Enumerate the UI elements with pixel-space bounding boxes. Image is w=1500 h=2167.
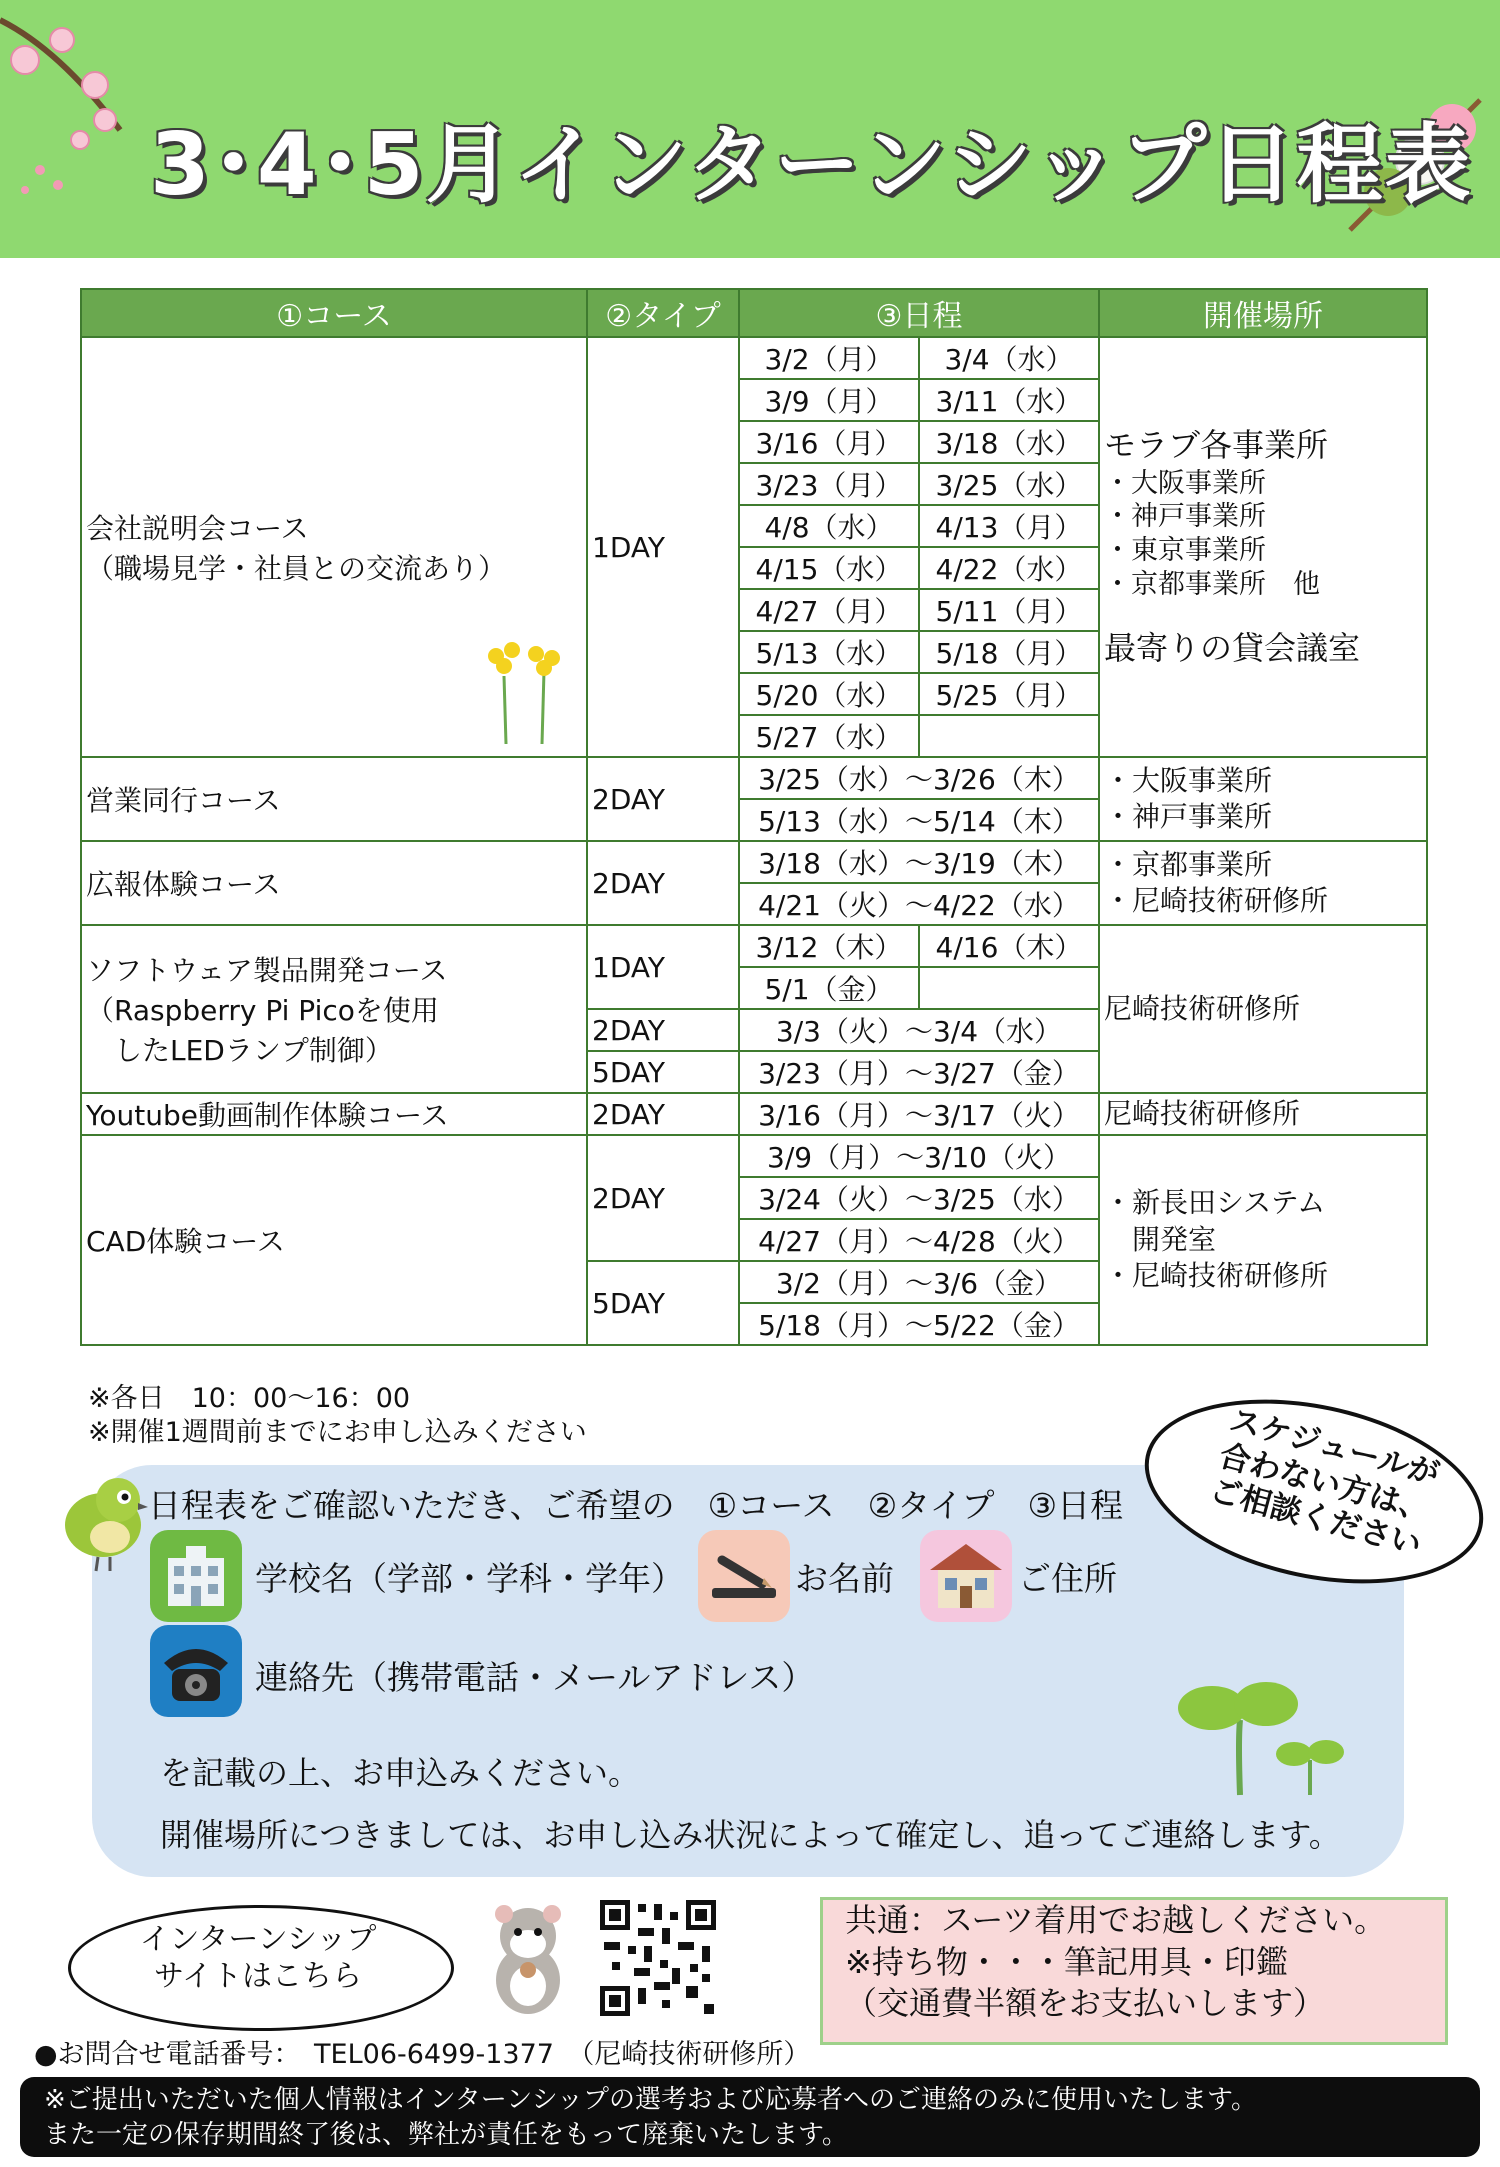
date-cell: 3/12（木） bbox=[739, 925, 919, 967]
site-link-line: インターンシップ bbox=[139, 1922, 377, 1957]
header-venue: 開催場所 bbox=[1099, 289, 1427, 337]
date-cell: 5/13（水）～5/14（木） bbox=[739, 799, 1099, 841]
course-subtitle: （職場見学・社員との交流あり） bbox=[86, 552, 507, 585]
date-cell: 5/13（水） bbox=[739, 631, 919, 673]
course-cell: Youtube動画制作体験コース bbox=[81, 1093, 587, 1135]
type-cell: 2DAY bbox=[587, 1093, 739, 1135]
field-name: お名前 bbox=[795, 1559, 894, 1598]
notes bbox=[88, 1382, 587, 1450]
header-date: ③日程 bbox=[739, 289, 1099, 337]
header-type: ②タイプ bbox=[587, 289, 739, 337]
note-hours: ※各日 10：00～16：00 bbox=[88, 1383, 411, 1414]
table-row bbox=[81, 757, 1427, 799]
date-cell: 3/25（水） bbox=[919, 463, 1099, 505]
date-cell: 3/2（月） bbox=[739, 337, 919, 379]
type-cell: 5DAY bbox=[587, 1051, 739, 1093]
course-cell: 広報体験コース bbox=[81, 841, 587, 925]
date-cell: 4/27（月）～4/28（火） bbox=[739, 1219, 1099, 1261]
bird-icon bbox=[48, 1465, 148, 1575]
type-cell: 2DAY bbox=[587, 757, 739, 841]
field-contact: 連絡先（携帯電話・メールアドレス） bbox=[255, 1658, 815, 1697]
venue-item: ・神戸事業所 bbox=[1104, 800, 1273, 833]
type-cell: 1DAY bbox=[587, 925, 739, 1009]
type-cell: 2DAY bbox=[587, 1135, 739, 1261]
venue-main: モラブ各事業所 bbox=[1104, 425, 1329, 464]
venue-item: ・尼崎技術研修所 bbox=[1104, 884, 1329, 917]
date-cell: 3/11（水） bbox=[919, 379, 1099, 421]
date-cell: 3/3（火）～3/4（水） bbox=[739, 1009, 1099, 1051]
site-link-text[interactable] bbox=[68, 1922, 448, 1995]
contact-phone: ●お問合せ電話番号： TEL06-6499-1377 （尼崎技術研修所） bbox=[34, 2039, 811, 2070]
course-cell: 営業同行コース bbox=[81, 757, 587, 841]
date-cell: 4/22（水） bbox=[919, 547, 1099, 589]
table-row bbox=[81, 841, 1427, 883]
type-cell: 2DAY bbox=[587, 1009, 739, 1051]
footer-line: ※ご提出いただいた個人情報はインターンシップの選考および応募者へのご連絡のみに使用いたします。 bbox=[44, 2085, 1257, 2115]
date-cell: 4/15（水） bbox=[739, 547, 919, 589]
date-cell: 5/27（水） bbox=[739, 715, 919, 757]
type-cell: 1DAY bbox=[587, 337, 739, 757]
date-cell: 5/18（月）～5/22（金） bbox=[739, 1303, 1099, 1345]
sprout-illustration bbox=[1170, 1670, 1350, 1800]
date-cell: 3/18（水） bbox=[919, 421, 1099, 463]
type-cell: 2DAY bbox=[587, 841, 739, 925]
venue-item: ・京都事業所 他 bbox=[1104, 568, 1320, 600]
date-cell: 5/1（金） bbox=[739, 967, 919, 1009]
date-cell: 3/4（水） bbox=[919, 337, 1099, 379]
date-cell: 3/25（水）～3/26（木） bbox=[739, 757, 1099, 799]
venue-cell bbox=[1099, 757, 1427, 841]
date-cell: 4/13（月） bbox=[919, 505, 1099, 547]
table-row bbox=[81, 925, 1427, 967]
venue-cell: 尼崎技術研修所 bbox=[1099, 1093, 1427, 1135]
common-notice-line: 共通：スーツ着用でお越しください。 bbox=[845, 1901, 1387, 1939]
course-name: ソフトウェア製品開発コース bbox=[86, 954, 448, 987]
date-cell: 3/16（月）～3/17（火） bbox=[739, 1093, 1099, 1135]
cherry-blossom-branch bbox=[0, 0, 140, 200]
venue-item: ・新長田システム bbox=[1104, 1186, 1326, 1220]
date-cell: 4/27（月） bbox=[739, 589, 919, 631]
site-link-line: サイトはこちら bbox=[154, 1958, 362, 1994]
venue-item: 開発室 bbox=[1104, 1222, 1217, 1256]
date-cell: 3/9（月）～3/10（火） bbox=[739, 1135, 1099, 1177]
schedule-table bbox=[80, 288, 1428, 1346]
date-cell: 3/2（月）～3/6（金） bbox=[739, 1261, 1099, 1303]
venue-item: ・尼崎技術研修所 bbox=[1104, 1259, 1329, 1293]
course-cell: CAD体験コース bbox=[81, 1135, 587, 1345]
field-address: ご住所 bbox=[1018, 1559, 1117, 1598]
info-line-1: を記載の上、お申込みください。 bbox=[160, 1754, 641, 1792]
table-header-row bbox=[81, 289, 1427, 337]
venue-item: ・東京事業所 bbox=[1104, 535, 1266, 566]
date-cell: 5/11（月） bbox=[919, 589, 1099, 631]
pen-icon bbox=[698, 1530, 790, 1622]
date-cell: 4/8（水） bbox=[739, 505, 919, 547]
date-cell: 4/16（木） bbox=[919, 925, 1099, 967]
table-row bbox=[81, 337, 1427, 379]
date-cell: 5/20（水） bbox=[739, 673, 919, 715]
date-cell: 3/23（月）～3/27（金） bbox=[739, 1051, 1099, 1093]
date-cell: 3/16（月） bbox=[739, 421, 919, 463]
venue-cell bbox=[1099, 841, 1427, 925]
type-cell: 5DAY bbox=[587, 1261, 739, 1345]
course-subtitle: したLEDランプ制御） bbox=[86, 1034, 393, 1067]
date-cell: 3/18（水）～3/19（木） bbox=[739, 841, 1099, 883]
date-cell bbox=[919, 967, 1099, 1009]
venue-cell: 尼崎技術研修所 bbox=[1099, 925, 1427, 1093]
house-icon bbox=[920, 1530, 1012, 1622]
common-notice-box bbox=[820, 1897, 1448, 2045]
date-cell: 5/18（月） bbox=[919, 631, 1099, 673]
date-cell: 3/23（月） bbox=[739, 463, 919, 505]
date-cell bbox=[919, 715, 1099, 757]
note-deadline: ※開催1週間前までにお申し込みください bbox=[88, 1416, 587, 1448]
venue-item: ・京都事業所 bbox=[1104, 847, 1273, 881]
common-notice-line: （交通費半額をお支払いします） bbox=[845, 1984, 1326, 2023]
school-icon bbox=[150, 1530, 242, 1622]
qr-code[interactable] bbox=[598, 1898, 718, 2018]
venue-item: ・大阪事業所 bbox=[1104, 467, 1266, 499]
date-cell: 3/9（月） bbox=[739, 379, 919, 421]
footer-line: また一定の保存期間終了後は、弊社が責任をもって廃棄いたします。 bbox=[44, 2120, 848, 2151]
venue-extra: 最寄りの貸会議室 bbox=[1104, 628, 1361, 667]
venue-cell bbox=[1099, 337, 1427, 757]
hamster-illustration bbox=[488, 1900, 568, 2018]
date-cell: 3/24（火）～3/25（水） bbox=[739, 1177, 1099, 1219]
info-intro: 日程表をご確認いただき、ご希望の ①コース ②タイプ ③日程 bbox=[148, 1486, 1124, 1525]
course-subtitle: （Raspberry Pi Picoを使用 bbox=[86, 994, 439, 1027]
table-row bbox=[81, 1093, 1427, 1135]
venue-cell bbox=[1099, 1135, 1427, 1345]
schedule-consult-text: スケジュールが 合わない方は、 ご相談ください bbox=[1206, 1402, 1444, 1564]
venue-item: ・神戸事業所 bbox=[1104, 501, 1266, 533]
phone-icon bbox=[150, 1625, 242, 1717]
privacy-footer bbox=[20, 2077, 1480, 2157]
course-cell bbox=[81, 337, 587, 757]
field-school: 学校名（学部・学科・学年） bbox=[255, 1559, 684, 1598]
info-line-2: 開催場所につきましては、お申し込み状況によって確定し、追ってご連絡します。 bbox=[160, 1816, 1341, 1854]
table-row bbox=[81, 1135, 1427, 1177]
course-name: 会社説明会コース bbox=[86, 512, 309, 545]
date-cell: 4/21（火）～4/22（水） bbox=[739, 883, 1099, 925]
header-course: ①コース bbox=[81, 289, 587, 337]
course-cell bbox=[81, 925, 587, 1093]
rapeseed-flower-illustration bbox=[474, 636, 574, 746]
venue-item: ・大阪事業所 bbox=[1104, 763, 1273, 797]
date-cell: 5/25（月） bbox=[919, 673, 1099, 715]
common-notice-line: ※持ち物・・・筆記用具・印鑑 bbox=[845, 1942, 1288, 1981]
page-title: 3･4･5月インターンシップ日程表 bbox=[150, 115, 1473, 215]
